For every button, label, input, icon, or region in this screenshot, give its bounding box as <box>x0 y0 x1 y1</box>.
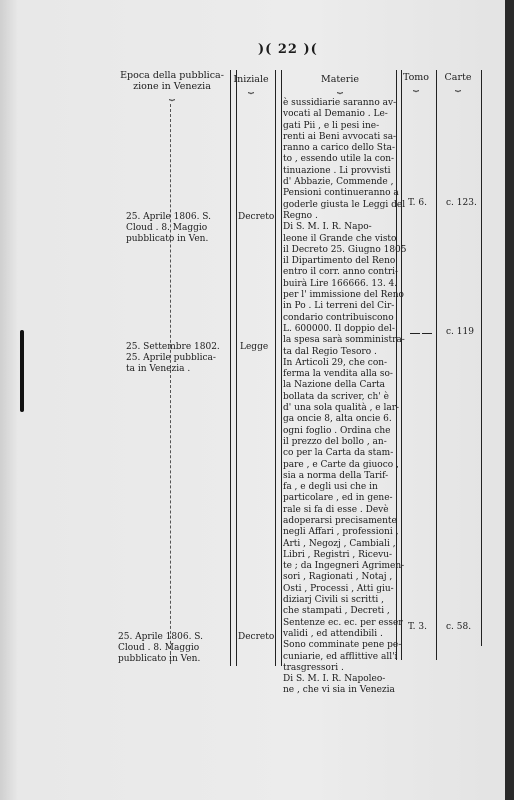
materie-line: ga oncie 8, alta oncie 6. <box>283 414 392 425</box>
materie-line: d' Abbazie, Commende , <box>283 177 394 188</box>
materie-line: Sono comminate pene pe- <box>283 640 402 651</box>
materie-line: to , essendo utile la con- <box>283 154 395 165</box>
materie-line: è sussidiarie saranno av- <box>283 98 397 108</box>
brace-icon: ⏟ <box>413 81 419 92</box>
brace-icon: ⏟ <box>337 83 343 94</box>
epoca-line: 25. Aprile 1806. S. <box>118 632 204 642</box>
materie-line: te ; da Ingegneri Agrimen- <box>283 561 405 572</box>
epoca-line: 25. Aprile 1806. S. <box>126 212 212 222</box>
entry-carte: c. 58. <box>446 622 472 632</box>
materie-line: d' una sola qualità , e lar- <box>283 403 400 414</box>
materie-line: adoperarsi precisamente <box>283 515 397 526</box>
entry-tomo: T. 3. <box>408 622 427 632</box>
header-materie-label: Materie <box>320 74 360 85</box>
column-rule <box>401 70 402 660</box>
materie-line: Pensioni continueranno a <box>283 188 399 199</box>
materie-line: validi , ed attendibili . <box>283 628 383 639</box>
materie-line: diziarj Civili si scritti , <box>283 595 384 606</box>
entry-epoca <box>126 342 234 376</box>
brace-icon: ⏟ <box>455 81 461 92</box>
entry-iniziale: Decreto <box>238 632 275 642</box>
column-rule <box>436 70 437 660</box>
materie-line: vocati al Demanio . Le- <box>283 109 388 120</box>
header-tomo <box>398 72 434 91</box>
column-rule <box>396 70 397 660</box>
materie-line: sia a norma della Tarif- <box>283 470 389 481</box>
header-epoca-line2: zione in Venezia <box>133 81 211 92</box>
brace-icon: ⏟ <box>169 90 175 101</box>
materie-line: Arti , Negozj , Cambiali , <box>283 538 396 549</box>
materie-line: bollata da scriver, ch' è <box>283 391 389 402</box>
header-tomo-label: Tomo <box>402 72 430 83</box>
materie-line: il Decreto 25. Giugno 1805 <box>283 244 407 255</box>
epoca-line: 25. Aprile pubblica- <box>126 353 216 364</box>
epoca-line: pubblicato in Ven. <box>126 234 209 245</box>
materie-line: in Po . Li terreni del Cir- <box>283 301 395 312</box>
materie-line: goderle giusta le Leggi del <box>283 199 406 210</box>
materie-line: trasgressori . <box>283 662 344 673</box>
materie-line: rale si fa di esse . Devè <box>283 504 389 515</box>
header-epoca-line1: Epoca della pubblica- <box>120 70 224 81</box>
header-iniziale-label: Iniziale <box>233 74 269 85</box>
epoca-line: 25. Settembre 1802. <box>126 342 220 352</box>
materie-line: Libri , Registri , Ricevu- <box>283 549 393 560</box>
materie-line: cuniarie, ed afflittive all'i <box>283 651 398 662</box>
materie-line: tinuazione . Li provvisti <box>283 165 391 176</box>
materie-line: negli Affari , professioni , <box>283 527 399 538</box>
materie-line: il prezzo del bollo , an- <box>283 436 387 447</box>
header-epoca <box>112 70 232 100</box>
materie-line: la Nazione della Carta <box>283 380 385 391</box>
entry-carte: c. 119 <box>446 327 474 337</box>
materie-line: ogni foglio . Ordina che <box>283 425 391 436</box>
materie-line: Osti , Processi , Atti giu- <box>283 583 394 594</box>
materie-line: Regno . <box>283 210 318 221</box>
entry-epoca <box>126 212 234 246</box>
entry-iniziale: Decreto <box>238 212 275 222</box>
materie-line: buirà Lire 166666. 13. 4. <box>283 278 398 289</box>
materie-line: Sentenze ec. ec. per esser <box>283 617 403 628</box>
tomo-dash <box>410 333 420 334</box>
materie-line: entro il corr. anno contri- <box>283 267 399 278</box>
column-rule <box>236 70 237 666</box>
binding-mark <box>20 330 24 412</box>
materie-line: sori , Ragionati , Notaj , <box>283 572 393 583</box>
column-rule-dotted <box>170 104 171 664</box>
header-carte <box>438 72 478 91</box>
materie-line: il Dipartimento del Reno <box>283 256 396 267</box>
materie-line: ferma la vendita alla so- <box>283 369 393 380</box>
epoca-line: Cloud . 8. Maggio <box>118 643 200 654</box>
epoca-line: pubblicato in Ven. <box>118 654 201 665</box>
brace-icon: ⏟ <box>248 83 254 94</box>
materie-line: condario contribuiscono <box>283 312 394 323</box>
column-rule <box>281 70 282 666</box>
materie-line: ne , che vi sia in Venezia <box>283 685 395 696</box>
tomo-dash <box>422 333 432 334</box>
materie-line: L. 600000. Il doppio del- <box>283 323 395 334</box>
materie-line: pare , e Carte da giuoco , <box>283 459 399 470</box>
materie-line: renti ai Beni avvocati sa- <box>283 131 397 142</box>
materie-line: particolare , ed in gene- <box>283 493 393 504</box>
materie-line: leone il Grande che visto <box>283 233 397 244</box>
materie-line: fa , e degli usi che in <box>283 482 378 493</box>
materie-text <box>283 98 407 697</box>
header-carte-label: Carte <box>444 72 472 83</box>
epoca-line: Cloud . 8. Maggio <box>126 223 208 234</box>
materie-line: per l' immissione del Reno <box>283 290 404 301</box>
materie-line: ta dal Regio Tesoro . <box>283 346 377 357</box>
entry-tomo: T. 6. <box>408 198 427 208</box>
epoca-line: ta in Venezia . <box>126 364 191 375</box>
page-edge-shadow <box>505 0 514 800</box>
materie-line: che stampati , Decreti , <box>283 606 390 617</box>
materie-line: Di S. M. I. R. Napo- <box>283 222 372 233</box>
materie-line: gati Pii , e li pesi ine- <box>283 120 380 131</box>
materie-line: Di S. M. I. R. Napoleo- <box>283 674 386 685</box>
header-materie <box>285 74 395 93</box>
entry-epoca <box>118 632 234 666</box>
materie-line: la spesa sarà somministra- <box>283 335 405 346</box>
column-rule <box>275 70 276 666</box>
materie-line: In Articoli 29, che con- <box>283 357 388 368</box>
materie-line: ranno a carico dello Sta- <box>283 143 395 154</box>
column-rule <box>481 70 482 646</box>
materie-line: co per la Carta da stam- <box>283 448 394 459</box>
page-number: )( 22 )( <box>258 42 318 57</box>
entry-carte: c. 123. <box>446 198 477 208</box>
entry-iniziale: Legge <box>240 342 269 352</box>
